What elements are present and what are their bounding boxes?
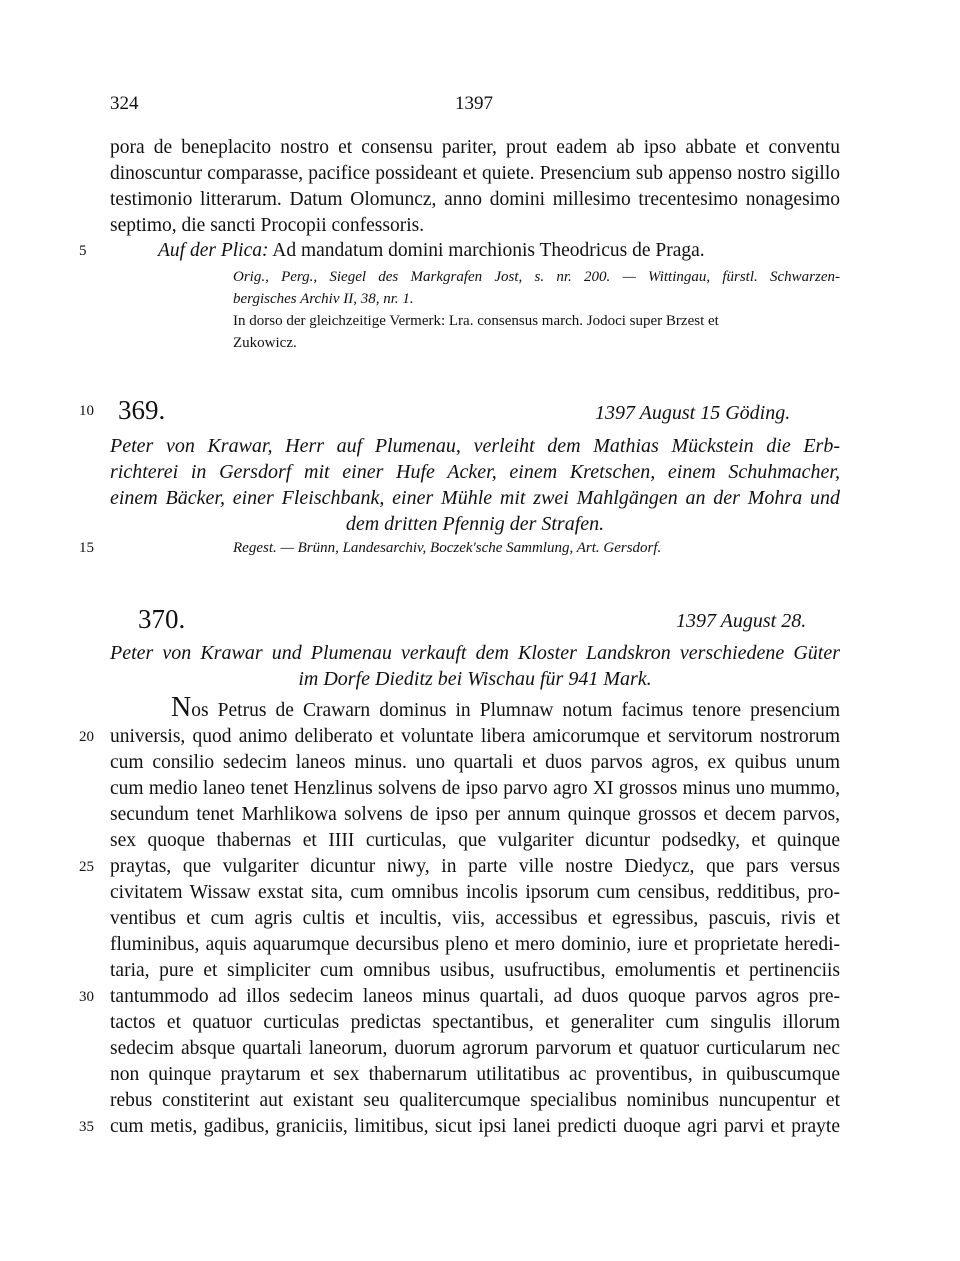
initial-letter: N (171, 692, 192, 723)
regest-summary-line: Peter von Krawar und Plumenau verkauft dem Kloster Landskron verschiedene Güter (110, 642, 840, 664)
dorso-note: In dorso der gleichzeitige Vermerk: Lra. consensus march. Jodoci super Brzest et (233, 313, 719, 329)
text-line: ventibus et cum agris cultis et incultis, viis, accessibus et egressibus, pascuis, rivis et (110, 908, 840, 929)
document-number: 370. (138, 604, 186, 634)
text-line: cum consilio sedecim laneos minus. uno quartali et duos parvos agros, ex quibus unum (110, 752, 840, 773)
running-head-year: 1397 (455, 93, 493, 114)
margin-line-number: 20 (79, 729, 94, 745)
margin-line-number: 30 (79, 989, 94, 1005)
regest-summary-line: dem dritten Pfennig der Strafen. (345, 513, 605, 535)
text-line: dinoscuntur comparasse, pacifice possideant et quiete. Presencium sub appenso nostro sigillo (110, 163, 840, 184)
text-line: testimonio litterarum. Datum Olomuncz, anno domini millesimo trecentesimo nonagesimo (110, 189, 840, 210)
source-note: Regest. — Brünn, Landesarchiv, Boczek'sche Sammlung, Art. Gersdorf. (233, 540, 662, 556)
margin-line-number: 5 (79, 243, 87, 259)
margin-line-number: 10 (79, 403, 94, 419)
source-note: Orig., Perg., Siegel des Markgrafen Jost, s. nr. 200. — Wittingau, fürstl. Schwarzen- (233, 269, 840, 285)
text-line: septimo, die sancti Procopii confessoris. (110, 215, 425, 236)
margin-line-number: 25 (79, 859, 94, 875)
source-note: bergisches Archiv II, 38, nr. 1. (233, 291, 414, 307)
regest-summary-line: Peter von Krawar, Herr auf Plumenau, verleiht dem Mathias Mückstein die Erb- (110, 435, 840, 457)
regest-summary-line: einem Bäcker, einer Fleischbank, einer Mühle mit zwei Mahlgängen an der Mohra und (110, 487, 840, 509)
plica-text: Ad mandatum domini marchionis Theodricus de Praga. (272, 240, 705, 261)
text-line: pora de beneplacito nostro et consensu pariter, prout eadem ab ipso abbate et conventu (110, 137, 840, 158)
text-line: tantummodo ad illos sedecim laneos minus quartali, ad duos quoque parvos agros pre- (110, 986, 840, 1007)
margin-line-number: 15 (79, 540, 94, 556)
text-line: secundum tenet Marhlikowa solvens de ipso per annum quinque grossos et decem parvos, (110, 804, 840, 825)
dorso-note: Zukowicz. (233, 335, 297, 351)
text-line: rebus constiterint aut existant seu qualitercumque specialibus nominibus nuncupentur et (110, 1090, 840, 1111)
text-line: tactos et quatuor curticulas predictas spectantibus, et generaliter cum singulis illorum (110, 1012, 840, 1033)
text-line: sex quoque thabernas et IIII curticulas, que vulgariter dicuntur podsedky, et quinque (110, 830, 840, 851)
regest-summary-line: richterei in Gersdorf mit einer Hufe Acker, einem Kretschen, einem Schuhmacher, (110, 461, 840, 483)
text-line: fluminibus, aquis aquarumque decursibus pleno et mero dominio, iure et proprietate heredi- (110, 934, 840, 955)
plica-label: Auf der Plica: (158, 240, 269, 261)
text-line: cum metis, gadibus, graniciis, limitibus, sicut ipsi lanei predicti duoque agri parvi et prayte (110, 1116, 840, 1137)
document-date: 1397 August 28. (676, 610, 807, 632)
text-line: universis, quod animo deliberato et voluntate libera amicorumque et servitorum nostrorum (110, 726, 840, 747)
text-line: non quinque praytarum et sex thabernarum utilitatibus ac proventibus, in quibuscumque (110, 1064, 840, 1085)
text-line: praytas, que vulgariter dicuntur niwy, in parte ville nostre Diedycz, que pars versus (110, 856, 840, 877)
text-line (171, 692, 840, 724)
text-line: civitatem Wissaw exstat sita, cum omnibus incolis ipsorum cum censibus, redditibus, pro- (110, 882, 840, 903)
margin-line-number: 35 (79, 1119, 94, 1135)
page-number: 324 (110, 93, 139, 114)
text-line-rest: os Petrus de Crawarn dominus in Plumnaw notum facimus tenore presencium (191, 700, 840, 721)
document-date: 1397 August 15 Göding. (595, 402, 791, 424)
regest-summary-line: im Dorfe Dieditz bei Wischau für 941 Mark. (298, 668, 652, 690)
text-line: sedecim absque quartali laneorum, duorum agrorum parvorum et quatuor curticularum nec (110, 1038, 840, 1059)
text-line: cum medio laneo tenet Henzlinus solvens de ipso parvo agro XI grossos minus uno mummo, (110, 778, 840, 799)
plica-line (158, 238, 840, 264)
text-line: taria, pure et simpliciter cum omnibus usibus, usufructibus, emolumentis et pertinenciis (110, 960, 840, 981)
document-number: 369. (118, 395, 166, 425)
